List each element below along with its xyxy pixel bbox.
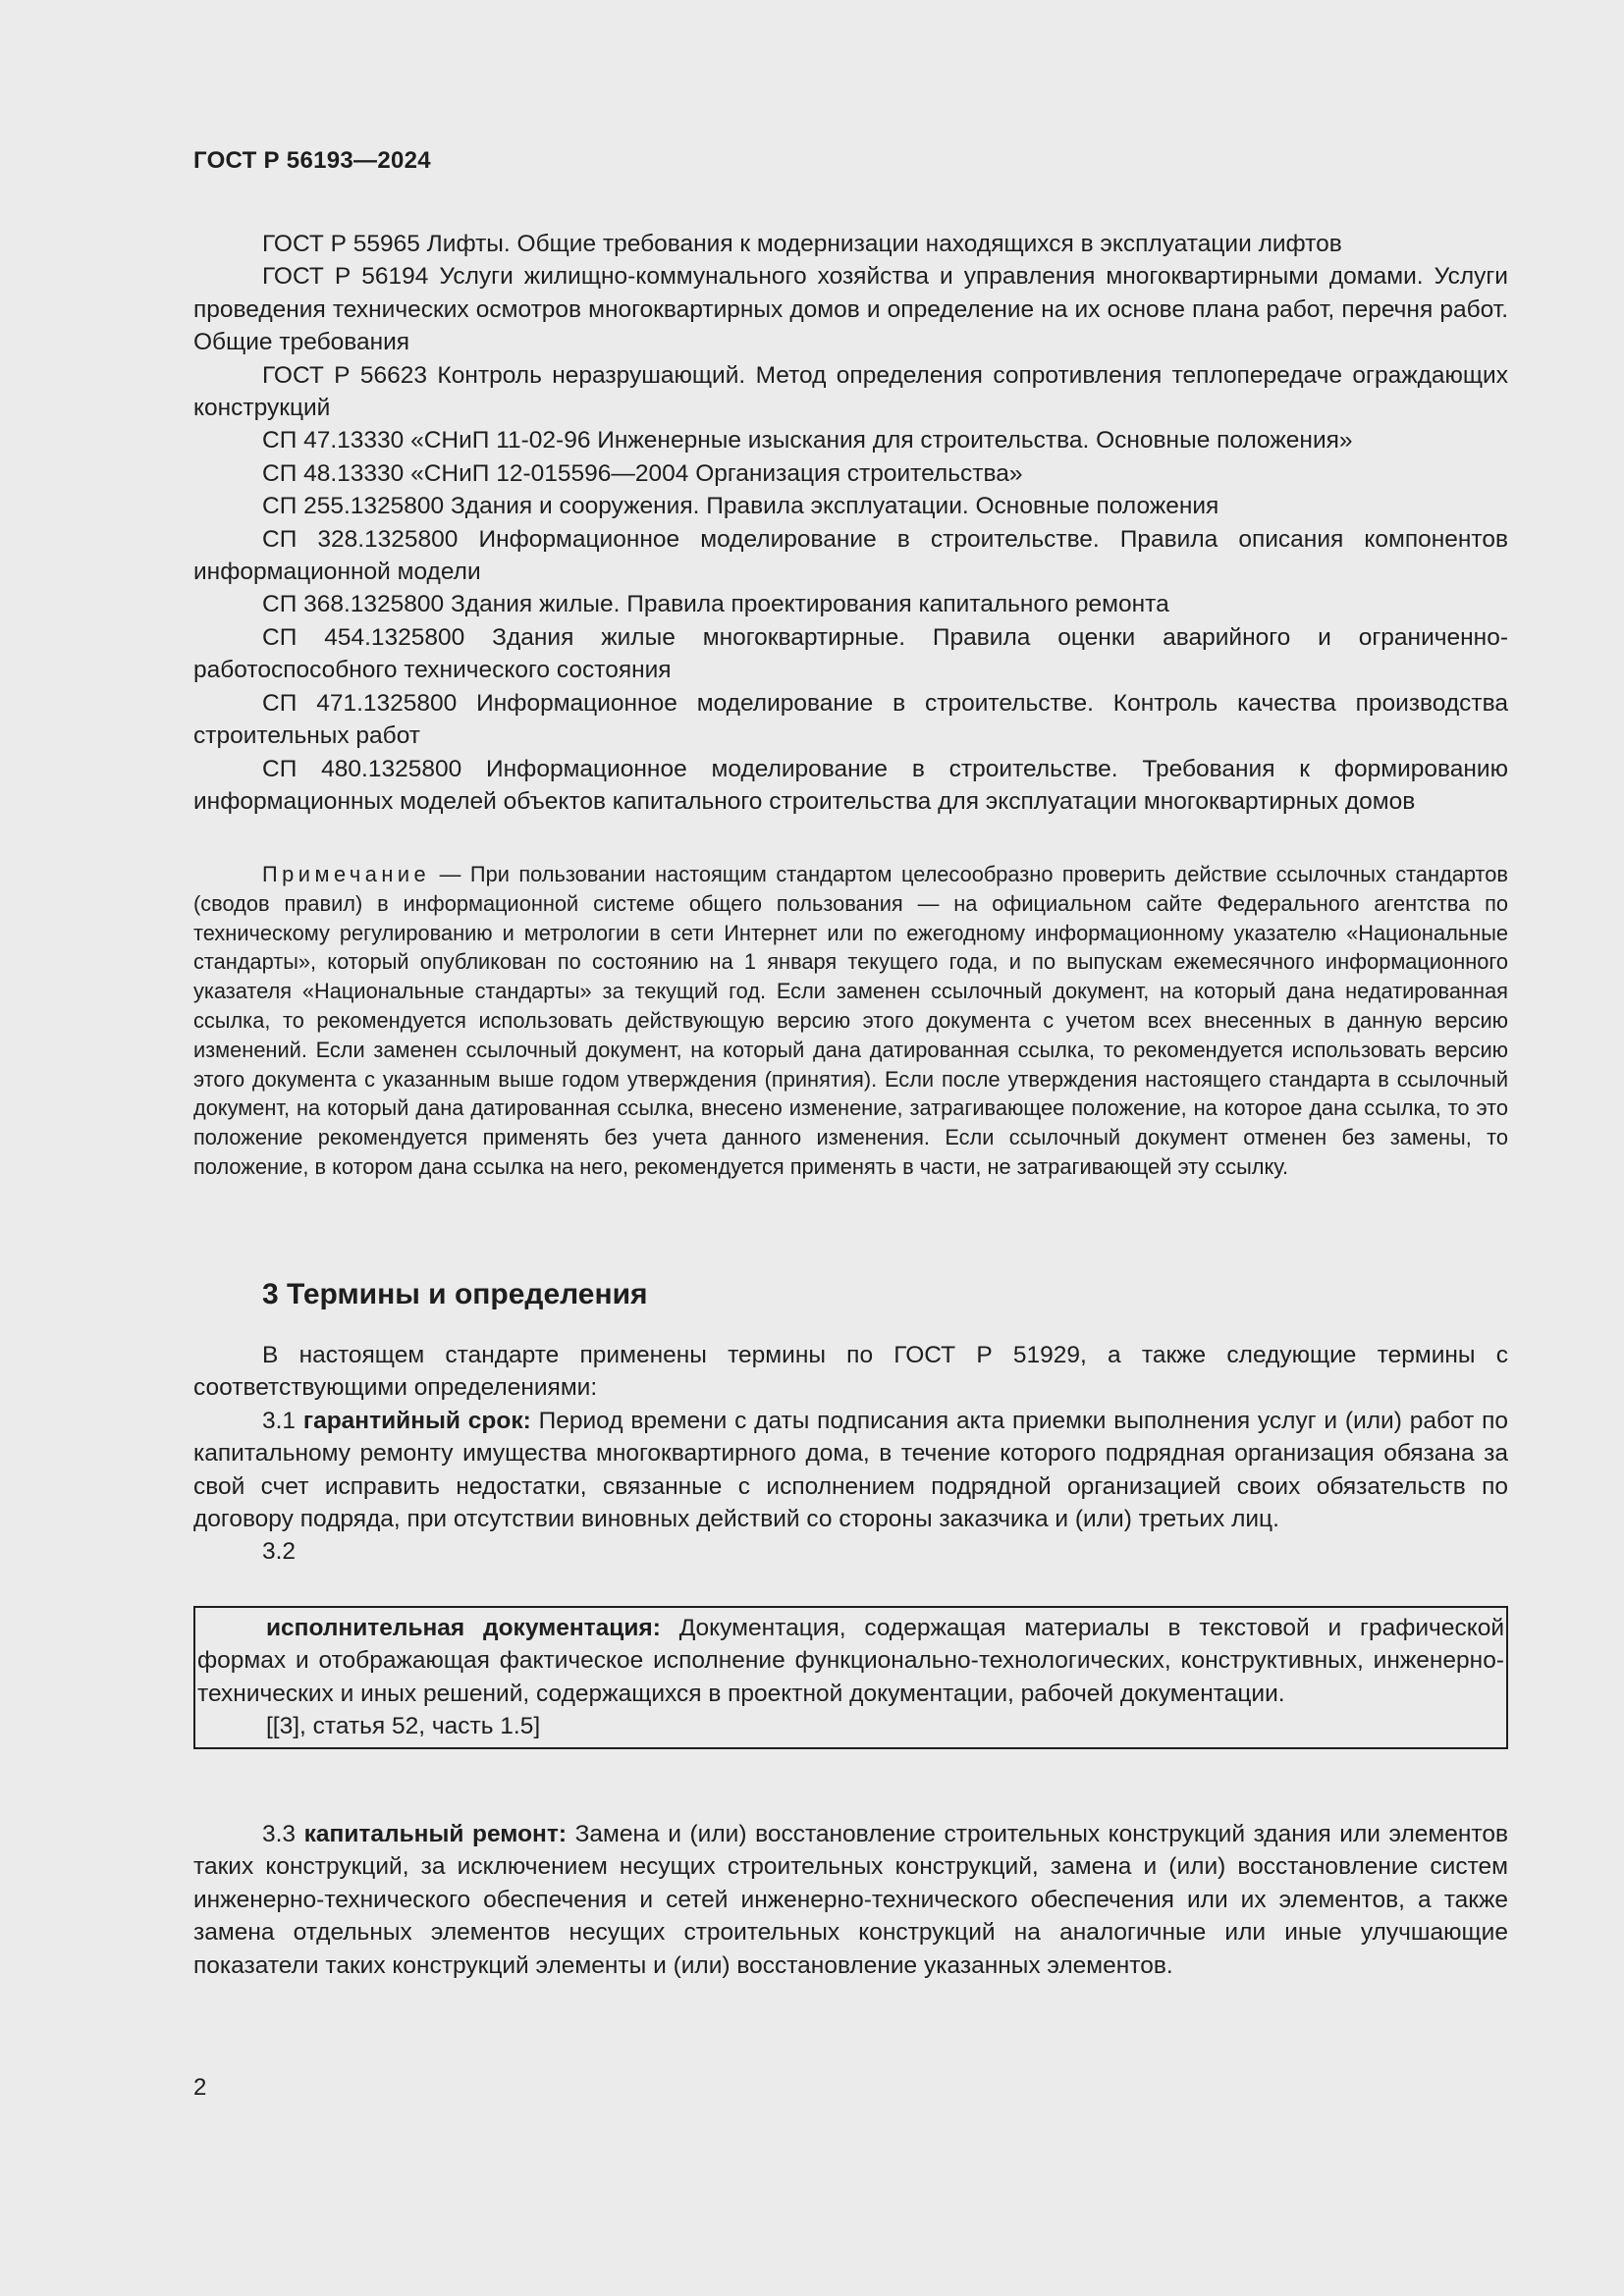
term-3-2-number: 3.2	[262, 1538, 297, 1566]
term-source: [[3], статья 52, часть 1.5]	[266, 1713, 541, 1740]
term-name: капитальный ремонт:	[303, 1821, 568, 1847]
reference-item: СП 47.13330 «СНиП 11-02-96 Инженерные изыскания для строительства. Основные положения»	[262, 427, 1353, 454]
reference-item: СП 454.1325800 Здания жилые многоквартирные. Правила оценки аварийного и ограниченно-работоспособного технического состояния	[193, 623, 1508, 684]
reference-item: СП 368.1325800 Здания жилые. Правила проектирования капитального ремонта	[262, 591, 1169, 618]
term-definition: Период времени с даты подписания акта приемки выполнения услуг и (или) работ по капитальному ремонту имущества многоквартирного дома, в течение которого подрядная организация обязана за свой счет исправить недостатки, связанные с исполнением подрядной организацией своих обязательств по договору подряда, при отсутствии виновных действий со стороны заказчика и (или) третьих лиц.	[193, 1407, 1509, 1533]
page-number: 2	[193, 2074, 207, 2101]
document-header: ГОСТ Р 56193—2024	[193, 147, 431, 174]
reference-item: СП 48.13330 «СНиП 12-015596—2004 Организация строительства»	[262, 459, 1023, 487]
terms-section	[193, 1339, 1508, 1569]
reference-item: ГОСТ Р 55965 Лифты. Общие требования к модернизации находящихся в эксплуатации лифтов	[262, 231, 1342, 257]
note-text: — При пользовании настоящим стандартом целесообразно проверить действие ссылочных стандартов (сводов правил) в информационной системе общего пользования — на официальном сайте Федерального агентства по техническому регулированию и метрологии в сети Интернет или по ежегодному информационному указателю «Национальные стандарты», который опубликован по состоянию на 1 января текущего года, и по выпускам ежемесячного информационного указателя «Национальные стандарты» за текущий год. Если заменен ссылочный документ, на который дана недатированная ссылка, то рекомендуется использовать действующую версию этого документа с учетом всех внесенных в данную версию изменений. Если заменен ссылочный документ, на который дана датированная ссылка, то рекомендуется использовать версию этого документа с указанным выше годом утверждения (принятия). Если после утверждения настоящего стандарта в ссылочный документ, на который дана датированная ссылка, внесено изменение, затрагивающее положение, на которое дана ссылка, то это положение рекомендуется применять без учета данного изменения. Если ссылочный документ отменен без замены, то положение, в котором дана ссылка на него, рекомендуется применять в части, не затрагивающей эту ссылку.	[193, 862, 1508, 1179]
reference-item: СП 328.1325800 Информационное моделирование в строительстве. Правила описания компонентов информационной модели	[193, 525, 1508, 586]
note-paragraph	[193, 860, 1508, 1182]
section-intro: В настоящем стандарте применены термины по ГОСТ Р 51929, а также следующие термины с соответствующими определениями:	[193, 1342, 1508, 1402]
reference-item: ГОСТ Р 56194 Услуги жилищно-коммунального хозяйства и управления многоквартирными домами. Услуги проведения технических осмотров многоквартирных домов и определение на их основе плана работ, перечня работ. Общие требования	[193, 263, 1508, 356]
reference-item: ГОСТ Р 56623 Контроль неразрушающий. Метод определения сопротивления теплопередаче ограждающих конструкций	[193, 361, 1508, 422]
term-definition: Документация, содержащая материалы в текстовой и графической формах и отображающая фактическое исполнение функционально-технологических, конструктивных, инженерно-технических и иных решений, содержащихся в проектной документации, рабочей документации.	[197, 1615, 1505, 1707]
term-3-2-box	[193, 1606, 1508, 1749]
section-heading: 3 Термины и определения	[262, 1278, 648, 1310]
term-3-3	[193, 1818, 1508, 1982]
term-3-2	[195, 1612, 1506, 1710]
term-3-1	[193, 1405, 1508, 1536]
reference-item: СП 255.1325800 Здания и сооружения. Правила эксплуатации. Основные положения	[262, 493, 1219, 520]
note-label: Примечание	[262, 862, 431, 886]
term-3-3-block	[193, 1818, 1508, 1982]
term-name: исполнительная документация:	[266, 1615, 661, 1641]
term-number: 3.1	[262, 1407, 297, 1434]
reference-item: СП 471.1325800 Информационное моделирование в строительстве. Контроль качества производства строительных работ	[193, 689, 1508, 750]
references-list	[193, 228, 1508, 818]
term-definition: Замена и (или) восстановление строительных конструкций здания или элементов таких конструкций, за исключением несущих строительных конструкций, замена и (или) восстановление систем инженерно-технического обеспечения и сетей инженерно-технического обеспечения или их элементов, а также замена отдельных элементов несущих строительных конструкций на аналогичные или иные улучшающие показатели таких конструкций элементы и (или) восстановление указанных элементов.	[193, 1821, 1509, 1979]
term-name: гарантийный срок:	[302, 1407, 531, 1434]
term-number: 3.3	[262, 1821, 297, 1847]
reference-item: СП 480.1325800 Информационное моделирование в строительстве. Требования к формированию информационных моделей объектов капитального строительства для эксплуатации многоквартирных домов	[193, 755, 1508, 815]
